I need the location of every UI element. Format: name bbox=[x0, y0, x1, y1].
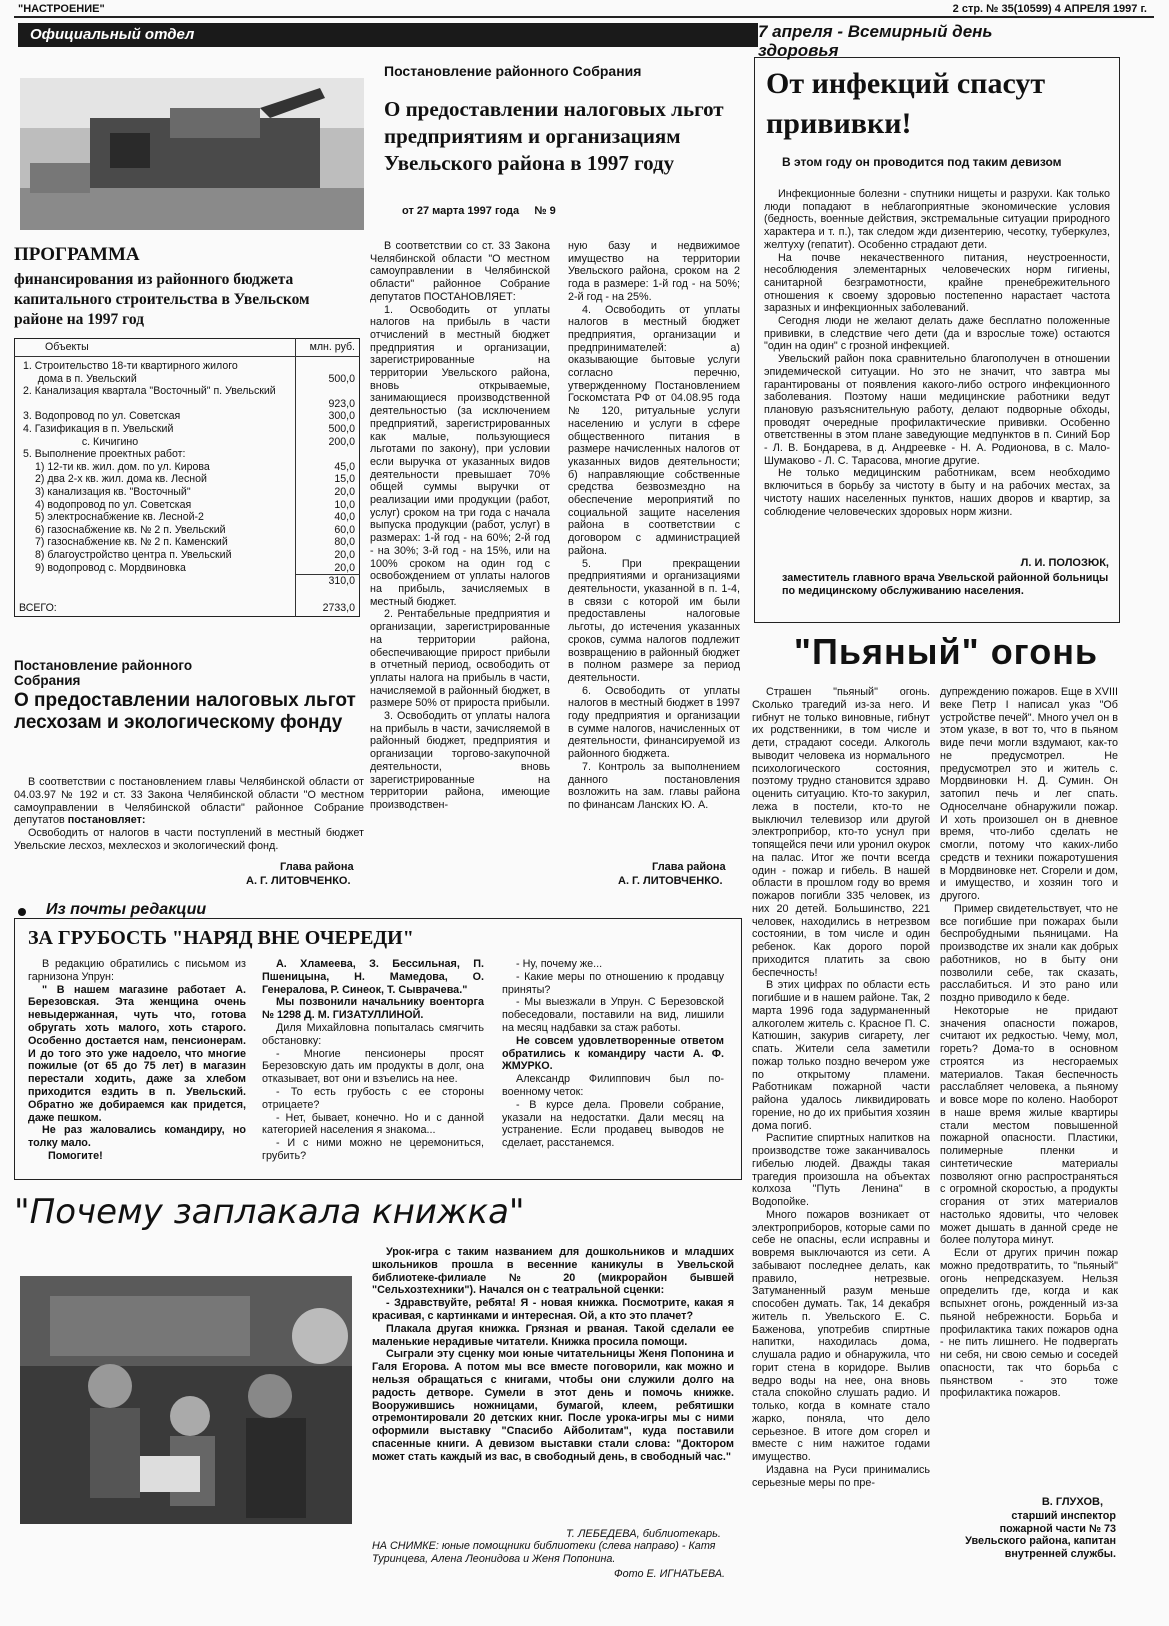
table-cell-value: 45,0 bbox=[296, 461, 360, 474]
forestry-title: О предоставлении налоговых льгот лесхозам и экологическому фонду bbox=[14, 690, 356, 733]
table-cell-object: 3. Водопровод по ул. Советская bbox=[23, 410, 181, 423]
fire-paragraph: дупреждению пожаров. Еще в XVIII веке Петр I написал указ "Об устройстве печей". Много учел он в этом указе, в вот то, что в пьяном виде печи могли вздумают, как-то не предусмотрел. Не предусмотрел это и житель с. Мордвиновки Н. Д. Сумин. Он затопил печь и лег спать. Односелчане обнаружили пожар. И хоть произошел он в дневное время, что-либо сделать не смогли, потому что каких-либо средств и техники пожаротушения в Мордвиновке нет. Сгорели и дом, и имущество, и хозяин того и другого. bbox=[940, 686, 1118, 902]
health-title: От инфекций спасут прививки! bbox=[766, 67, 1046, 140]
table-cell-value: 200,0 bbox=[296, 436, 360, 449]
book-photo-credit: Фото Е. ИГНАТЬЕВА. bbox=[614, 1568, 726, 1580]
mail-paragraph: В редакцию обратились с письмом из гарнизона Упрун: bbox=[28, 958, 246, 983]
table-cell-object: 2) два 2-х кв. жил. дома кв. Лесной bbox=[35, 473, 207, 486]
table-cell-value: 300,0 bbox=[296, 410, 360, 423]
table-row bbox=[15, 536, 360, 549]
decree-paragraph: 1. Освободить от уплаты налогов на прибыль в части отчислений в местный бюджет предприятия и организации, зарегистрированные на территории Увельского района, вновь открываемые, занимающиеся производственной деятельностью (за исключением предприятий, зарегистрированных как малые, пользующиеся льготами по закону), при условии если выручка от указанных видов деятельности превышает 70% общей суммы выручки от реализации ими продукции (работ, услуг) сроком на три года с начала выпуска продукции (работ, услуг) в размерах: 1-й год - на 60%; 2-й год - на 30%; 3-й год - на 15%, или на 100% сроком на один год с освобождением от уплаты налогов на прибыль, зачисляемых в местный бюджет. bbox=[370, 303, 550, 608]
table-cell-value: 10,0 bbox=[296, 499, 360, 512]
table-cell-value: 15,0 bbox=[296, 473, 360, 486]
construction-photo bbox=[20, 78, 364, 230]
table-cell-object: 4) водопровод по ул. Советская bbox=[35, 498, 192, 511]
decree-column-1 bbox=[370, 240, 550, 812]
fire-paragraph: Распитие спиртных напитков на производстве тоже заканчивалось гибелью людей. Дважды такая трагедия произошла на объектах колхоза "Путь Ленина" в Водопойке. bbox=[752, 1132, 930, 1208]
forestry-sign-title: Глава района bbox=[280, 861, 354, 873]
table-row bbox=[15, 486, 360, 499]
table-row bbox=[15, 461, 360, 474]
fire-paragraph: Если от других причин пожар можно предотвратить, то "пьяный" огонь непредсказуем. Нельзя определить где, когда и как вспыхнет огонь, рожденный из-за пьяной небрежности. Борьба и профилактика таких пожаров одна - не пить лишнего. Не подвергать ни себя, ни свою семью и соседей опасности, так что борьба с пьянством - это тоже профилактика пожаров. bbox=[940, 1247, 1118, 1400]
fire-paragraph: Пример свидетельствует, что не все погибшие при пожарах были беспробудными пьяницами. На производстве их знали как добрых работников, но в быту они позволили себе, так сказать, расслабиться. И это рано или поздно приводило к беде. bbox=[940, 902, 1118, 1004]
book-author: Т. ЛЕБЕДЕВА, библиотекарь. bbox=[566, 1528, 721, 1540]
library-photo bbox=[20, 1276, 352, 1524]
fire-paragraph: Некоторые не придают значения опасности пожаров, считают их редкостью. Чему, мол, гореть? Дома-то в основном строятся из несгораемых материалов. Такая беспечность расслабляет человека, а пьяному и вовсе море по колено. Наоборот в наше время жилые квартиры стали местом повышенной пожарной опасности. Пластики, полимерные пленки и синтетические материалы позволяют огню распространяться с огромной скоростью, а продукты сгорания от этих материалов настолько ядовиты, что человек может дышать в данной среде не более полутора минут. bbox=[940, 1004, 1118, 1247]
mail-paragraph: Помогите! bbox=[48, 1149, 103, 1162]
mail-paragraph: Не раз жаловались командиру, но толку мало. bbox=[28, 1124, 246, 1150]
fire-column-1 bbox=[752, 686, 930, 1489]
mail-paragraph: Не совсем удовлетворенные ответом обратились к командиру части А. Ф. ЖМУРКО. bbox=[502, 1034, 724, 1073]
mail-column-2 bbox=[262, 958, 484, 1163]
mail-paragraph: - Мы выезжали в Упрун. С Березовской побеседовали, поставили на вид, лишили на месяц надбавки за стаж работы. bbox=[502, 996, 724, 1034]
health-paragraph: Инфекционные болезни - спутники нищеты и разрухи. Как только люди попадают в неблагоприятные экономические условия (бедность, военные действия, экстремальные ситуации природного характера и т. п.), так следом жди дизентерию, чесотку, туберкулез, желтуху (гепатит). Особенно страдают дети. bbox=[764, 188, 1110, 251]
forestry-sign-name: А. Г. ЛИТОВЧЕНКО. bbox=[246, 875, 351, 887]
mail-paragraph: - Нет, бывает, конечно. Но и с данной категорией населения я знакома... bbox=[262, 1111, 484, 1137]
table-cell-value: 80,0 bbox=[296, 536, 360, 549]
forestry-body bbox=[14, 776, 364, 853]
decree-paragraph: 3. Освободить от уплаты налога на прибыль в части, зачисляемой в районный бюджет, предприятия и организации торгово-закупочной деятельности, вновь зарегистрированные на территории района, имеющие производствен- bbox=[370, 710, 550, 811]
table-row bbox=[15, 511, 360, 524]
table-total-label: ВСЕГО: bbox=[19, 601, 57, 614]
book-paragraph: Плакала другая книжка. Грязная и рваная. Такой сделали ее маленькие нерадивые читатели. Книжка просила помощи. bbox=[372, 1322, 734, 1348]
finance-table bbox=[14, 338, 360, 617]
mail-column-3 bbox=[502, 958, 724, 1150]
header-rule bbox=[14, 16, 1154, 18]
mail-kicker: Из почты редакции bbox=[46, 901, 207, 918]
table-cell-value: 923,0 bbox=[296, 398, 360, 411]
table-cell-object: 7) газоснабжение кв. № 2 п. Каменский bbox=[35, 536, 228, 549]
mail-paragraph: - Многие пенсионеры просят Березовскую дать им продукты в долг, она отказывает, вот они и взъелись на нее. bbox=[262, 1047, 484, 1086]
table-cell-object: 4. Газификация в п. Увельский bbox=[23, 423, 174, 436]
table-cell-object: дома в п. Увельский bbox=[23, 372, 137, 385]
fire-paragraph: Издавна на Руси принимались серьезные меры по пре- bbox=[752, 1463, 930, 1489]
table-row bbox=[15, 448, 360, 461]
mail-paragraph: Александр Филиппович был по-военному четок: bbox=[502, 1073, 724, 1098]
table-row bbox=[15, 549, 360, 562]
table-row bbox=[15, 473, 360, 486]
book-paragraph: Урок-игра с таким названием для дошкольников и младших школьников прошла в весенние каникулы в Увельской библиотеке-филиале № 20 (микрорайон бывшей "Сельхозтехники"). Начался он с театральной сценки: bbox=[372, 1246, 734, 1297]
table-cell-value: 500,0 bbox=[296, 373, 360, 386]
mail-title: ЗА ГРУБОСТЬ "НАРЯД ВНЕ ОЧЕРЕДИ" bbox=[28, 927, 414, 949]
table-cell-value: 60,0 bbox=[296, 524, 360, 537]
table-cell-value: 20,0 bbox=[296, 486, 360, 499]
mail-paragraph: - В курсе дела. Провели собрание, указали на недостатки. Дали месяц на устранение. Если продавец выводов не сделает, расстанемся. bbox=[502, 1098, 724, 1150]
decree-paragraph: 4. Освободить от уплаты налогов в местный бюджет предприятия, организации и предпринимателей: а) оказывающие бытовые услуги согласно перечню, утвержденному Постановлением Госкомстата РФ от 04.08.95 года № 120, ритуальные услуги населению и услуги в сфере общественного питания в размере начисленных налогов от указанных видов деятельности; б) направляющие собственные средства безвозмездно на обеспечение мероприятий по социальной защите населения района в соответствии с договором с администрацией района. bbox=[568, 303, 740, 557]
program-title: ПРОГРАММА bbox=[14, 244, 140, 265]
table-row bbox=[15, 373, 360, 386]
section-banner-title: Официальный отдел bbox=[30, 26, 195, 43]
table-row bbox=[15, 398, 360, 411]
table-row bbox=[15, 575, 360, 588]
fire-paragraph: Страшен "пьяный" огонь. Сколько трагедий из-за него. И гибнут не только виновные, гибнут их родственники, в том числе и дети, страдают соседи. Алкоголь выводит человека из нормального психологического состояния, поэтому трудно становится здраво оценить ситуацию. Кто-то закурил, лежа в постели, кто-то не выключил телевизор или другой электроприбор, кто-то уснул при топящейся печи или уронил окурок на палас. Итог же почти всегда один - пожар и гибель. В нашей области в прошлом году во время пожаров погибли 335 человек, из них 20 детей. Большинство, 221 человек, находились в нетрезвом состоянии, в том числе и один ребенок. Как дорого порой приходится платить за свою беспечность! bbox=[752, 686, 930, 979]
table-total-value: 2733,0 bbox=[296, 602, 360, 615]
program-subtitle: финансирования из районного бюджета капитального строительства в Увельском районе на 1997 год bbox=[14, 271, 310, 328]
table-cell-object: 5. Выполнение проектных работ: bbox=[23, 448, 186, 461]
table-cell-object: 9) водопровод с. Мордвиновка bbox=[35, 561, 186, 574]
fire-paragraph: Много пожаров возникает от электроприборов, которые сами по себе не опасны, если исправны и вовремя выключаются из сети. А забывают последнее делать, как правило, нетрезвые. Затуманенный разум меньше способен думать. Так, 14 декабря житель п. Увельского Е. С. Баженова, употребив спиртные напитки, находилась дома, слушала радио и обнаружила, что горит стена в коридоре. Вылив ведро воды на нее, она вновь стала спокойно слушать радио. И только, когда в комнате стало жарко, поняла, что дело серьезное. В итоге дом сгорел и вместе с ним нажитое годами имущество. bbox=[752, 1208, 930, 1463]
issue-info: 2 стр. № 35(10599) 4 АПРЕЛЯ 1997 г. bbox=[952, 3, 1147, 15]
newspaper-name: "НАСТРОЕНИЕ" bbox=[18, 3, 105, 15]
table-row bbox=[15, 524, 360, 537]
table-row bbox=[15, 410, 360, 423]
decree-title: О предоставлении налоговых льгот предприятиям и организациям Увельского района в 1997 году bbox=[384, 97, 724, 175]
table-header-money: млн. руб. bbox=[296, 339, 360, 357]
fire-author: В. ГЛУХОВ, bbox=[1041, 1496, 1103, 1508]
forestry-text: Освободить от налогов в части поступлений в местный бюджет Увельские лесхоз, мехлесхоз и экологический фонд. bbox=[14, 827, 364, 852]
forestry-kicker: Постановление районного Собрания bbox=[14, 658, 193, 688]
book-title: "Почему заплакала книжка" bbox=[14, 1192, 525, 1232]
bullet-icon bbox=[18, 908, 26, 916]
health-kicker: 7 апреля - Всемирный день здоровья bbox=[758, 22, 993, 60]
mail-paragraph: - И с ними можно не церемониться, грубить? bbox=[262, 1137, 484, 1162]
decree-paragraph: 6. Освободить от уплаты налогов в местный бюджет в 1997 году предприятия и организации в сумме налогов, начисленных от деятельности, финансируемой из районного бюджета. bbox=[568, 684, 741, 761]
table-cell-object bbox=[15, 575, 296, 588]
table-cell-object: 3) канализация кв. "Восточный" bbox=[35, 486, 191, 499]
book-paragraph: - Здравствуйте, ребята! Я - новая книжка. Посмотрите, какая я красивая, с картинками и интересная. Ой, а кто это плачет? bbox=[372, 1297, 734, 1322]
table-cell-object: 6) газоснабжение кв. № 2 п. Увельский bbox=[35, 523, 226, 536]
table-cell-value: 20,0 bbox=[296, 549, 360, 562]
table-row bbox=[15, 423, 360, 436]
book-caption: НА СНИМКЕ: юные помощники библиотеки (слева направо) - Катя Туринцева, Алена Леонидова и Женя Попонина. bbox=[372, 1540, 716, 1565]
table-header-objects: Объекты bbox=[15, 339, 296, 357]
book-paragraph: Сыграли эту сценку мои юные читательницы Женя Попонина и Галя Егорова. А потом мы все вместе поговорили, как можно и нельзя обращаться с книгами, чтобы они служили долго на радость детворе. Сумели в этот день и помочь книжке. Вооружившись ножницами, бумагой, клеем, ребятишки отремонтировали 20 детских книг. После урока-игры мы с ними оформили выставку "Спасибо Айболитам", куда поставили спасенные книги. А девизом выставки стали слова: "Доктором может стать каждый из вас, в свободный день, в свободный час." bbox=[372, 1348, 734, 1463]
decree-paragraph: В соответствии со ст. 33 Закона Челябинской области "О местном самоуправлении в Челябинской области" районное Собрание депутатов ПОСТАНОВЛЯЕТ: bbox=[370, 240, 550, 303]
health-subtitle: В этом году он проводится под таким девизом bbox=[782, 155, 1062, 169]
table-cell-object: 2. Канализация квартала "Восточный" п. Увельский bbox=[23, 385, 276, 398]
book-body bbox=[372, 1246, 734, 1464]
table-cell-object: 1. Строительство 18-ти квартирного жилого bbox=[23, 360, 238, 373]
decree-sign-name: А. Г. ЛИТОВЧЕНКО. bbox=[618, 875, 723, 887]
fire-author-title: старший инспектор пожарной части № 73 Увельского района, капитан внутренней службы. bbox=[965, 1510, 1116, 1560]
decree-column-2 bbox=[568, 240, 740, 812]
table-body bbox=[15, 360, 360, 588]
decree-paragraph: 5. При прекращении предприятиями и организациями деятельности, указанной в п. 1-4, в связи с которой им были предоставлены налоговые льготы, до истечения указанных сроков, сумма налогов подлежит возвращению в районный бюджет в полном размере за период деятельности. bbox=[568, 557, 740, 684]
table-cell-object: 1) 12-ти кв. жил. дом. по ул. Кирова bbox=[35, 460, 210, 473]
decree-paragraph: 7. Контроль за выполнением данного постановления возложить на зам. главы района по финансам Ланских Ю. А. bbox=[568, 760, 740, 811]
table-cell-value bbox=[296, 360, 360, 373]
table-row bbox=[15, 562, 360, 575]
mail-paragraph: " В нашем магазине работает А. Березовская. Эта женщина очень невыдержанная, чуть что, готова обругать хоть малого, хоть старого. Особенно достается нам, пенсионерам. И до того это уже надоело, что многие пожилые (от 65 до 75 лет) в магазин перестали ходить, даже за хлебом приходится ездить в п. Увельский. Обратно же добираемся как придется, даже пешком. bbox=[28, 983, 246, 1124]
table-cell-value: 20,0 bbox=[296, 562, 360, 575]
mail-paragraph: - Ну, почему же... bbox=[516, 958, 603, 970]
mail-paragraph: А. Хламеева, З. Бессильная, П. Пшеницына, Н. Мамедова, О. Генералова, Р. Синеок, Т. Сыврачева." bbox=[262, 958, 484, 996]
forestry-text: В соответствии с постановлением главы Челябинской области от 04.03.97 № 192 и ст. 33 Закона Челябинской области "О местном самоуправлении в Челябинской области" районное Собрание депутатов bbox=[14, 776, 364, 827]
decree-kicker: Постановление районного Собрания bbox=[384, 63, 642, 79]
fire-paragraph: В этих цифрах по области есть погибшие и в нашем районе. Так, 2 марта 1996 года задурманенный алкоголем житель с. Красное П. С. Катюшин, закурив сигарету, лег спать. Жители села заметили пожар только поздно вечером уже по открытому пламени. Работникам пожарной части района удалось ликвидировать горение, но до их прибытия хозяин дома погиб. bbox=[752, 979, 930, 1132]
table-cell-object: с. Кичигино bbox=[23, 435, 139, 448]
table-row bbox=[15, 499, 360, 512]
table-row bbox=[15, 385, 360, 398]
health-author-title: заместитель главного врача Увельской районной больницы по медицинскому обслуживанию населения. bbox=[782, 572, 1109, 597]
table-cell-object bbox=[15, 398, 296, 411]
mail-paragraph: - Какие меры по отношению к продавцу приняты? bbox=[502, 970, 724, 996]
table-row bbox=[15, 360, 360, 373]
table-cell-object: 5) электроснабжение кв. Лесной-2 bbox=[35, 511, 204, 524]
fire-column-2 bbox=[940, 686, 1118, 1400]
forestry-text-bold: постановляет: bbox=[67, 814, 146, 827]
fire-title: "Пьяный" огонь bbox=[793, 631, 1099, 672]
decree-paragraph: ную базу и недвижимое имущество на территории Увельского района, сроком на 2 года в размере: 1-й год - на 50%; 2-й год - на 25%. bbox=[568, 240, 740, 303]
table-cell-value: 500,0 bbox=[296, 423, 360, 436]
table-cell-value bbox=[296, 385, 360, 398]
table-cell-object: 8) благоустройство центра п. Увельский bbox=[35, 549, 232, 561]
health-paragraph: Увельский район пока сравнительно благополучен в отношении эпидемической ситуации. Но это не значит, что завтра мы гарантированы от появления какого-либо острого инфекционного заболевания. Поэтому наши медицинские работники ведут плановую разъяснительную работу, делают подворные обходы, проводят очередные профилактические прививки. Особенно ответственны в этом плане заведующие медпунктов в п. Синий Бор - Л. В. Бондарева, в д. Андреевке - Н. А. Родионова, в с. Мало-Шумаково - Л. С. Тарасова, многие другие. bbox=[764, 353, 1110, 467]
decree-paragraph: 2. Рентабельные предприятия и организации, зарегистрированные на территории района, обеспечивающие прирост прибыли в отчетный период, освободить от уплаты налога на прибыль в части, начисляемой в районный бюджет, в размере 50% от прироста прибыли. bbox=[370, 608, 550, 710]
decree-sign-title: Глава района bbox=[652, 861, 726, 873]
table-row bbox=[15, 436, 360, 449]
health-body bbox=[764, 188, 1110, 518]
table-cell-value: 310,0 bbox=[296, 575, 360, 588]
table-cell-value: 40,0 bbox=[296, 511, 360, 524]
health-paragraph: Не только медицинским работникам, всем необходимо включиться в борьбу за чистоту в быту и на рабочих местах, за чистоту наших населенных пунктов, наших дворов и квартир, за соблюдение человеческих здоровых норм жизни. bbox=[764, 467, 1110, 518]
mail-paragraph: - То есть грубость с ее стороны отрицаете? bbox=[262, 1085, 484, 1111]
health-paragraph: Сегодня люди не желают делать даже бесплатно положенные прививки, в следствие чего дети (да и взрослые тоже) остаются "один на один" с грозной инфекцией. bbox=[764, 315, 1110, 353]
health-author: Л. И. ПОЛОЗЮК, bbox=[1020, 557, 1109, 569]
table-cell-value bbox=[296, 448, 360, 461]
mail-paragraph: Диля Михайловна попыталась смягчить обстановку: bbox=[262, 1021, 484, 1047]
decree-date: от 27 марта 1997 года № 9 bbox=[402, 205, 556, 217]
mail-paragraph: Мы позвонили начальнику военторга № 1298 Д. М. ГИЗАТУЛЛИНОЙ. bbox=[262, 996, 484, 1022]
mail-column-1 bbox=[28, 958, 246, 1163]
health-paragraph: На почве некачественного питания, неустроенности, несоблюдения элементарных человеческих норм гигиены, санитарной безграмотности, крайне пренебрежительного отношения к своему здоровью постепенно нарастает частота заразных и инфекционных заболеваний. bbox=[764, 251, 1110, 315]
